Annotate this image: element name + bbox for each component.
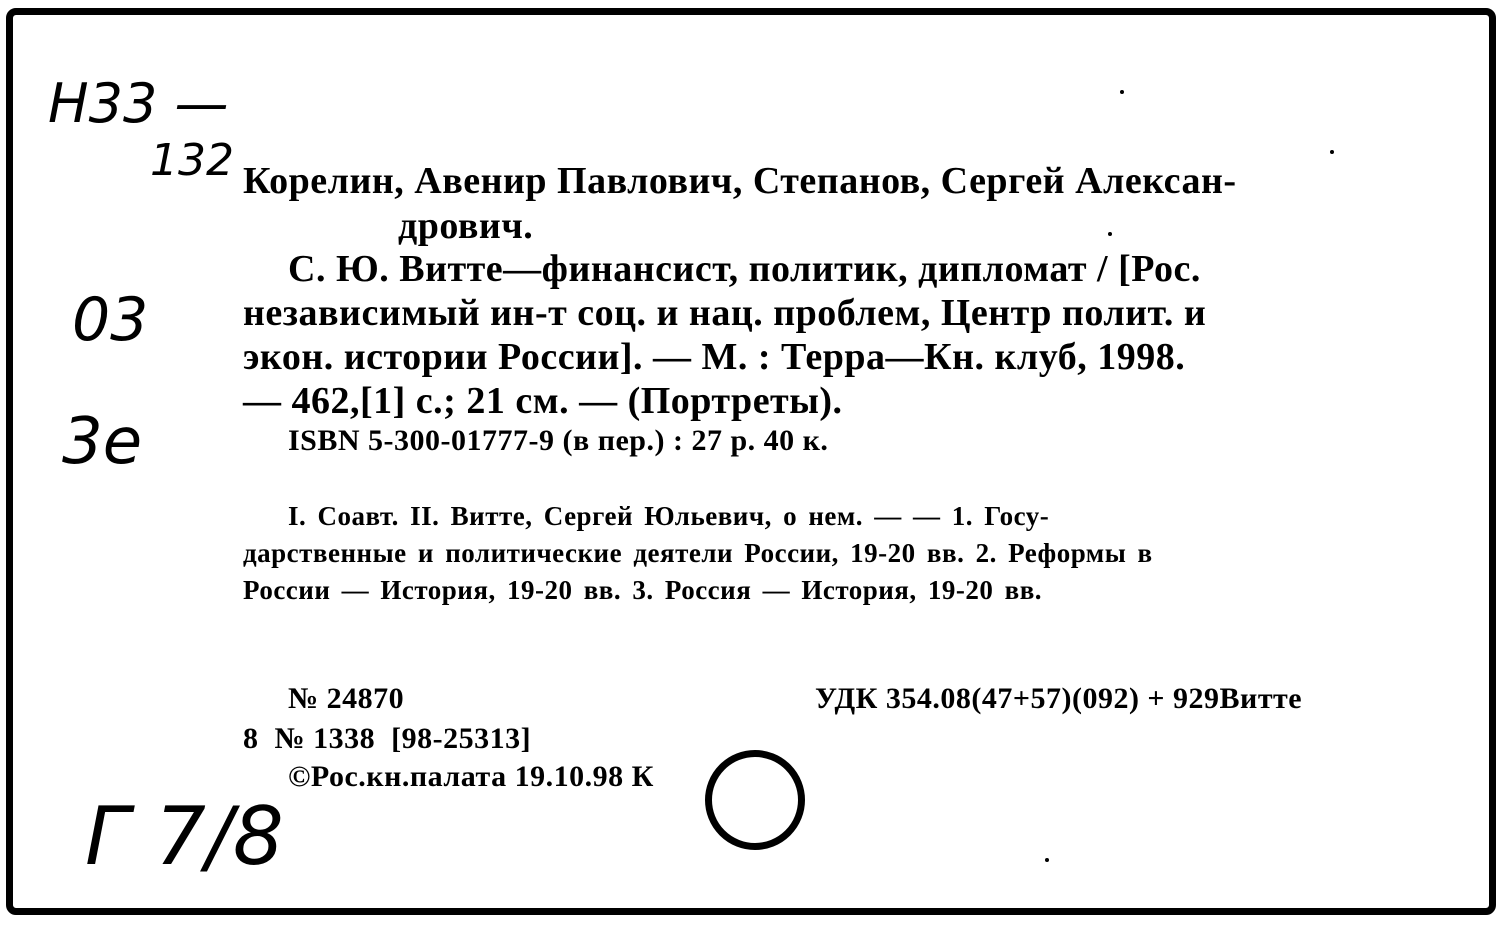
isbn-line: ISBN 5-300-01777-9 (в пер.) : 27 р. 40 к.	[288, 424, 829, 457]
punch-hole	[705, 750, 805, 850]
handwritten-call-number: Н33 —	[48, 72, 229, 135]
description-line-4: — 462,[1] с.; 21 см. — (Портреты).	[243, 380, 843, 422]
speck	[1108, 232, 1112, 236]
udc-code: УДК 354.08(47+57)(092) + 929Витте	[815, 682, 1303, 715]
subjects-line-2: дарственные и политические деятели России, 19-20 вв. 2. Реформы в	[243, 538, 1153, 568]
subjects-line-1: I. Соавт. II. Витте, Сергей Юльевич, о нем. — — 1. Госу-	[288, 501, 1050, 531]
handwritten-mark-bottom: Г 7/8	[85, 790, 284, 883]
description-line-2: независимый ин-т соц. и нац. проблем, Центр полит. и	[243, 292, 1207, 334]
description-line-3: экон. истории России]. — М. : Терра—Кн. клуб, 1998.	[243, 336, 1186, 378]
subjects-line-3: России — История, 19-20 вв. 3. Россия — История, 19-20 вв.	[243, 575, 1043, 605]
speck	[1045, 858, 1049, 862]
print-line: 8 № 1338 [98-25313]	[243, 722, 532, 755]
speck	[1120, 90, 1124, 94]
handwritten-call-number-sub: 132	[150, 135, 234, 186]
handwritten-mark-03: 03	[72, 285, 149, 355]
speck	[1330, 150, 1334, 154]
authors-line-2: дрович.	[398, 205, 534, 247]
record-number: № 24870	[288, 682, 405, 715]
authors-line-1: Корелин, Авенир Павлович, Степанов, Сергей Алексан-	[243, 160, 1237, 202]
copyright-line: ©Рос.кн.палата 19.10.98 К	[288, 760, 654, 793]
description-line-1: С. Ю. Витте—финансист, политик, дипломат / [Рос.	[288, 248, 1201, 290]
handwritten-mark-3e: 3е	[62, 405, 143, 479]
